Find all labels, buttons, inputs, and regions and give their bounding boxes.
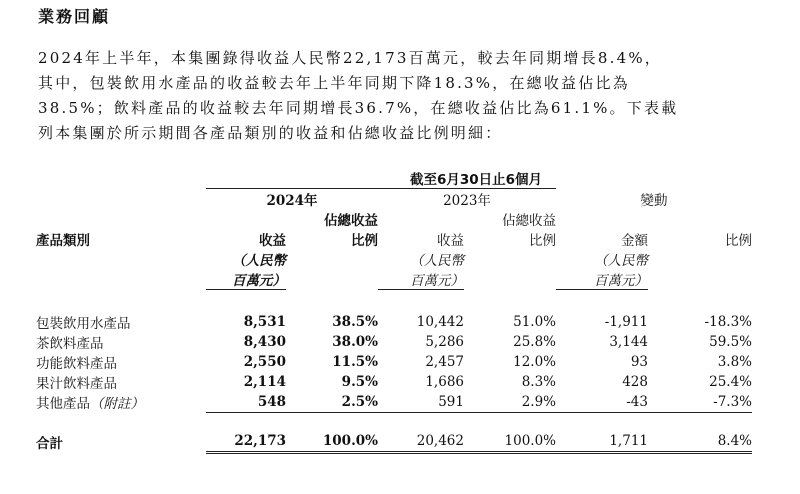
change-amount-cell: 428 [622, 374, 648, 390]
paragraph-line: 列本集團於所示期間各產品類別的收益和佔總收益比例明細： [38, 124, 503, 142]
note-label: （附註） [90, 396, 144, 413]
year-2024-header: 2024年 [266, 193, 318, 209]
share-2024-cell: 2.5% [286, 392, 378, 413]
year-2023-header: 2023年 [443, 193, 491, 209]
change-pct-cell: 3.8% [717, 354, 752, 370]
category-cell: 茶飲料產品 [36, 336, 104, 352]
share-2023-cell: 12.0% [513, 354, 556, 370]
category-header: 產品類別 [36, 233, 90, 249]
total-row [36, 431, 752, 453]
rev-2024-cell: 2,114 [243, 374, 286, 390]
unit-2023: 百萬元） [378, 269, 464, 290]
revenue-header-2024: 收益 [259, 233, 286, 249]
table-row [36, 372, 752, 392]
change-pct-cell: -7.3% [648, 392, 752, 413]
total-label: 合計 [36, 435, 63, 452]
table-row [36, 332, 752, 352]
change-amount-cell: -1,911 [604, 314, 648, 330]
rev-2023-cell: 2,457 [425, 354, 464, 370]
total-share-2024: 100.0% [286, 431, 378, 453]
total-change-pct: 8.4% [648, 431, 752, 453]
period-header: 截至6月30日止6個月 [206, 168, 556, 189]
rev-2024-cell: 548 [206, 392, 286, 413]
change-amount-cell: 3,144 [609, 334, 648, 350]
paragraph-line: 其中，包裝飲用水產品的收益較去年上半年同期下降18.3%，在總收益佔比為 [38, 74, 630, 92]
share-header-2023: 佔總收益 [502, 213, 556, 229]
change-amount-cell: -43 [556, 392, 648, 413]
amount-header: 金額 [621, 233, 648, 249]
change-pct-cell: 25.4% [709, 374, 752, 390]
intro-paragraph [38, 46, 766, 146]
section-title: 業務回顧 [38, 7, 111, 26]
unit-change: （人民幣 [594, 253, 648, 269]
unit-2023: （人民幣 [410, 253, 464, 269]
rev-2023-cell: 10,442 [416, 314, 464, 330]
share-2023-cell: 2.9% [464, 392, 556, 413]
category-cell [36, 392, 206, 413]
share-2024-cell: 38.5% [332, 314, 378, 330]
category-cell: 功能飲料產品 [36, 356, 117, 372]
change-header: 變動 [640, 192, 668, 209]
table-row [36, 392, 752, 413]
rev-2023-cell: 1,686 [425, 374, 464, 390]
paragraph-line: 2024年上半年，本集團錄得收益人民幣22,173百萬元，較去年同期增長8.4%， [38, 49, 662, 67]
revenue-header-2023: 收益 [437, 233, 464, 249]
share-2023-cell: 8.3% [521, 374, 556, 390]
unit-change: 百萬元） [556, 269, 648, 290]
ratio-header-2024: 比例 [351, 233, 378, 249]
change-amount-cell: 93 [630, 354, 648, 370]
share-header-2024: 佔總收益 [324, 213, 378, 229]
total-rev-2023: 20,462 [378, 431, 464, 453]
rev-2023-cell: 5,286 [425, 334, 464, 350]
category-label: 其他產品 [36, 396, 90, 413]
change-pct-cell: -18.3% [704, 314, 752, 330]
table-row [36, 352, 752, 372]
change-pct-cell: 59.5% [709, 334, 752, 350]
rev-2024-cell: 8,531 [243, 314, 286, 330]
total-share-2023: 100.0% [464, 431, 556, 453]
total-change-amount: 1,711 [556, 431, 648, 453]
unit-2024: （人民幣 [232, 253, 286, 269]
category-cell: 果汁飲料產品 [36, 376, 117, 392]
share-2023-cell: 25.8% [513, 334, 556, 350]
total-rev-2024: 22,173 [206, 431, 286, 453]
rev-2024-cell: 2,550 [243, 354, 286, 370]
revenue-table [36, 168, 752, 454]
change-ratio-header: 比例 [725, 233, 752, 249]
share-2024-cell: 38.0% [332, 334, 378, 350]
share-2024-cell: 11.5% [332, 354, 378, 370]
rev-2024-cell: 8,430 [243, 334, 286, 350]
unit-2024: 百萬元） [206, 269, 286, 290]
paragraph-line: 38.5%；飲料產品的收益較去年同期增長36.7%，在總收益佔比為61.1%。下表載 [38, 99, 679, 117]
share-2024-cell: 9.5% [341, 374, 378, 390]
share-2023-cell: 51.0% [513, 314, 556, 330]
category-cell: 包裝飲用水產品 [36, 316, 131, 332]
ratio-header-2023: 比例 [529, 233, 556, 249]
rev-2023-cell: 591 [378, 392, 464, 413]
table-row [36, 312, 752, 332]
